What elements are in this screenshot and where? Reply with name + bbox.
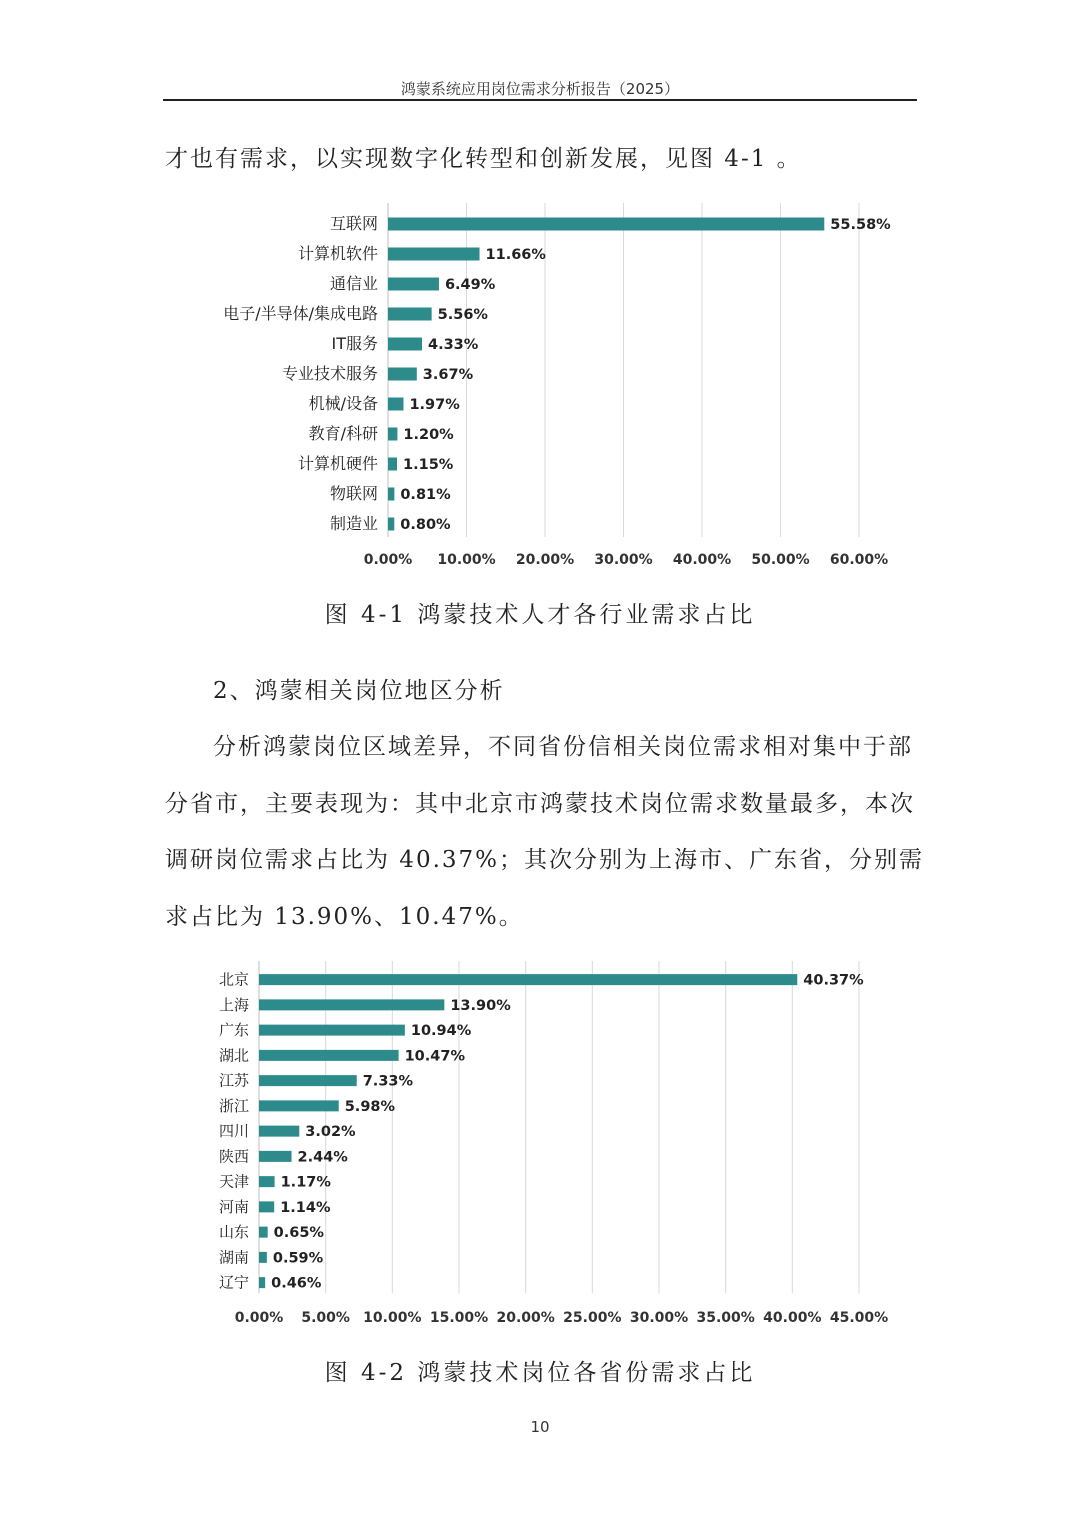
data-label: 4.33% [427, 337, 479, 353]
data-label: 11.66% [485, 247, 546, 263]
bar [388, 308, 432, 321]
category-label: 计算机软件 [297, 244, 378, 263]
bar [388, 428, 397, 441]
header-divider [163, 99, 917, 101]
bar [259, 1151, 292, 1162]
data-label: 6.49% [444, 277, 496, 293]
category-label: 上海 [218, 995, 249, 1014]
figure-4-1-caption: 图 4-1 鸿蒙技术人才各行业需求占比 [324, 602, 756, 628]
page-header-title: 鸿蒙系统应用岗位需求分析报告（2025） [400, 80, 680, 98]
category-label: 制造业 [329, 514, 378, 533]
section-heading: 2、鸿蒙相关岗位地区分析 [213, 678, 505, 704]
category-label: 江苏 [218, 1071, 249, 1090]
category-label: 电子/半导体/集成电路 [223, 304, 378, 323]
intro-paragraph: 才也有需求，以实现数字化转型和创新发展，见图 4-1 。 [165, 146, 802, 172]
data-label: 1.97% [409, 397, 460, 413]
category-label: 机械/设备 [308, 394, 378, 413]
data-label: 10.94% [410, 1023, 472, 1040]
category-label: 教育/科研 [308, 424, 378, 443]
data-label: 0.65% [273, 1225, 324, 1242]
data-label: 7.33% [362, 1073, 414, 1090]
bar [388, 218, 824, 231]
data-label: 3.67% [422, 367, 474, 383]
x-tick-label: 30.00% [594, 552, 653, 568]
category-label: 浙江 [218, 1096, 249, 1115]
bar [388, 518, 394, 531]
x-tick-label: 15.00% [429, 1310, 489, 1326]
category-label: IT服务 [331, 334, 378, 353]
bar [259, 1075, 357, 1086]
bar [259, 1277, 265, 1288]
category-label: 互联网 [329, 214, 378, 233]
data-label: 0.46% [271, 1275, 322, 1292]
province-demand-chart [0, 960, 1080, 1340]
data-label: 40.37% [803, 972, 864, 989]
category-label: 通信业 [329, 274, 378, 293]
category-label: 陕西 [218, 1147, 249, 1166]
category-label: 四川 [218, 1122, 249, 1141]
category-label: 广东 [218, 1021, 249, 1040]
bar [259, 1176, 275, 1187]
x-tick-label: 0.00% [234, 1310, 284, 1326]
data-label: 1.20% [403, 427, 454, 443]
category-label: 湖南 [218, 1248, 249, 1267]
data-label: 5.56% [437, 307, 488, 323]
x-tick-label: 25.00% [563, 1310, 622, 1326]
data-label: 5.98% [344, 1098, 396, 1115]
body-paragraph-line-2: 分省市，主要表现为：其中北京市鸿蒙技术岗位需求数量最多，本次 [165, 791, 915, 817]
x-tick-label: 5.00% [301, 1310, 350, 1326]
x-tick-label: 50.00% [751, 552, 810, 568]
data-label: 13.90% [450, 997, 511, 1014]
bar [388, 338, 422, 351]
x-tick-label: 40.00% [672, 552, 732, 568]
figure-4-2-caption: 图 4-2 鸿蒙技术岗位各省份需求占比 [324, 1360, 756, 1386]
x-tick-label: 0.00% [363, 552, 413, 568]
body-paragraph-line-1: 分析鸿蒙岗位区域差异，不同省份信相关岗位需求相对集中于部 [213, 734, 913, 760]
bar [388, 368, 417, 381]
x-tick-label: 20.00% [496, 1310, 555, 1326]
category-label: 湖北 [218, 1046, 249, 1065]
data-label: 2.44% [297, 1149, 348, 1166]
bar [259, 1100, 339, 1111]
category-label: 北京 [218, 970, 249, 989]
bar [388, 398, 403, 411]
category-label: 辽宁 [218, 1273, 249, 1292]
x-tick-label: 10.00% [437, 552, 496, 568]
body-paragraph-line-4: 求占比为 13.90%、10.47%。 [165, 904, 524, 930]
x-tick-label: 45.00% [829, 1310, 889, 1326]
x-tick-label: 20.00% [515, 552, 575, 568]
category-label: 专业技术服务 [281, 364, 378, 383]
bar [259, 1252, 267, 1263]
data-label: 1.14% [280, 1199, 331, 1216]
x-tick-label: 40.00% [763, 1310, 822, 1326]
category-label: 河南 [218, 1197, 249, 1216]
category-label: 计算机硬件 [297, 454, 378, 473]
bar [259, 999, 444, 1010]
category-label: 物联网 [329, 484, 378, 503]
x-tick-label: 60.00% [829, 552, 889, 568]
data-label: 3.02% [305, 1124, 356, 1141]
bar [259, 1126, 299, 1137]
data-label: 10.47% [404, 1048, 466, 1065]
bar [259, 1025, 405, 1036]
x-tick-label: 10.00% [363, 1310, 422, 1326]
bar [388, 488, 394, 501]
x-tick-label: 35.00% [696, 1310, 755, 1326]
data-label: 55.58% [830, 217, 891, 233]
data-label: 0.59% [272, 1250, 324, 1267]
bar [388, 248, 480, 261]
data-label: 1.17% [280, 1174, 331, 1191]
category-label: 山东 [218, 1223, 249, 1242]
data-label: 0.80% [400, 517, 451, 533]
bar [259, 1050, 399, 1061]
bar [388, 458, 397, 471]
page-number: 10 [530, 1418, 550, 1436]
industry-demand-chart [0, 200, 1080, 580]
data-label: 1.15% [403, 457, 454, 473]
category-label: 天津 [218, 1172, 249, 1191]
bar [259, 1227, 268, 1238]
bar [259, 1201, 274, 1212]
body-paragraph-line-3: 调研岗位需求占比为 40.37%；其次分别为上海市、广东省，分别需 [165, 847, 925, 873]
bar [388, 278, 439, 291]
x-tick-label: 30.00% [629, 1310, 689, 1326]
bar [259, 974, 797, 985]
data-label: 0.81% [400, 487, 451, 503]
